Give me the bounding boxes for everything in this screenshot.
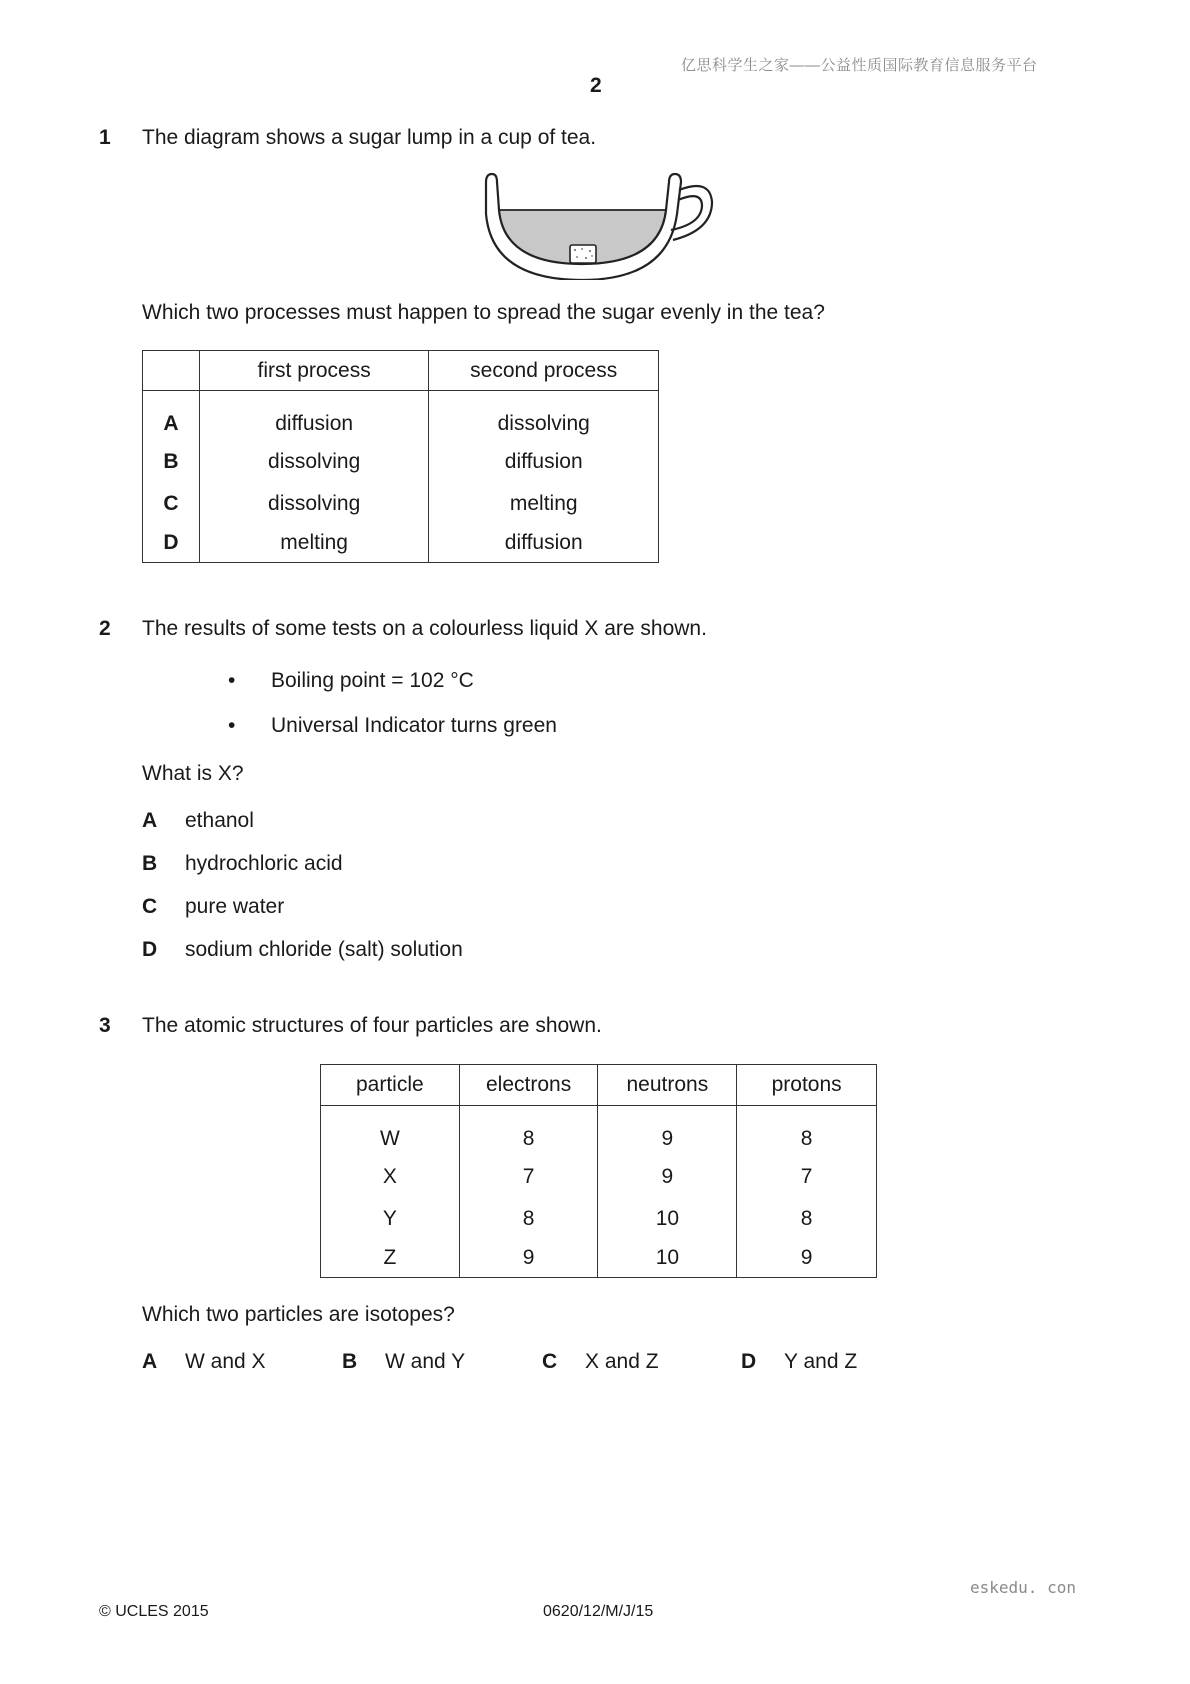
q3-header-particle: particle [321, 1065, 460, 1106]
question-2-text: The results of some tests on a colourless liquid X are shown. [142, 617, 707, 640]
q3-option-text: W and X [185, 1350, 266, 1373]
q3-cell-particle: X [321, 1156, 460, 1198]
q3-cell-neutrons: 9 [598, 1156, 737, 1198]
q2-option-letter: C [142, 895, 158, 918]
q1-row-letter: C [143, 483, 200, 525]
q1-row-first: dissolving [199, 441, 429, 483]
q2-option-letter: D [142, 938, 158, 961]
q3-cell-neutrons: 10 [598, 1198, 737, 1240]
question-1-table [142, 350, 659, 563]
question-2-prompt: What is X? [142, 762, 244, 785]
q3-header-protons: protons [737, 1065, 877, 1106]
header-watermark: 亿思科学生之家——公益性质国际教育信息服务平台 [681, 57, 1038, 74]
q3-cell-neutrons: 10 [598, 1240, 737, 1278]
q1-row-letter: D [143, 525, 200, 563]
q3-option-text: X and Z [585, 1350, 659, 1373]
q1-row-second: diffusion [429, 525, 659, 563]
q3-cell-electrons: 8 [459, 1198, 598, 1240]
q2-option-text: hydrochloric acid [185, 852, 343, 875]
q1-row-second: diffusion [429, 441, 659, 483]
q3-option-letter: D [741, 1350, 757, 1373]
footer-watermark: eskedu. con [970, 1578, 1076, 1597]
q3-option-text: Y and Z [784, 1350, 858, 1373]
question-1-text: The diagram shows a sugar lump in a cup of tea. [142, 126, 597, 149]
q1-row-letter: B [143, 441, 200, 483]
q1-row-first: diffusion [199, 391, 429, 441]
bullet-marker: • [228, 669, 236, 692]
question-1-number: 1 [99, 126, 111, 149]
sugar-lump [570, 245, 596, 263]
q3-cell-protons: 9 [737, 1240, 877, 1278]
q1-header-second-process: second process [429, 351, 659, 391]
q3-option-letter: C [542, 1350, 558, 1373]
q2-option-letter: A [142, 809, 158, 832]
q3-option-letter: A [142, 1350, 158, 1373]
q2-option-text: sodium chloride (salt) solution [185, 938, 463, 961]
q3-cell-electrons: 7 [459, 1156, 598, 1198]
q3-cell-protons: 8 [737, 1106, 877, 1156]
q3-cell-particle: Y [321, 1198, 460, 1240]
question-3-number: 3 [99, 1014, 111, 1037]
question-1-prompt: Which two processes must happen to spread the sugar evenly in the tea? [142, 301, 825, 324]
q3-cell-protons: 8 [737, 1198, 877, 1240]
footer-paper-code: 0620/12/M/J/15 [543, 1603, 654, 1620]
q3-cell-neutrons: 9 [598, 1106, 737, 1156]
q1-row-second: melting [429, 483, 659, 525]
q1-row-first: dissolving [199, 483, 429, 525]
q3-option-letter: B [342, 1350, 358, 1373]
bullet-boiling-point: Boiling point = 102 °C [271, 669, 474, 692]
bullet-marker: • [228, 714, 236, 737]
q1-row-first: melting [199, 525, 429, 563]
q2-option-letter: B [142, 852, 158, 875]
q2-option-text: pure water [185, 895, 285, 918]
question-3-table [320, 1064, 877, 1278]
bullet-universal-indicator: Universal Indicator turns green [271, 714, 557, 737]
q3-header-electrons: electrons [459, 1065, 598, 1106]
question-3-prompt: Which two particles are isotopes? [142, 1303, 455, 1326]
q3-cell-electrons: 8 [459, 1106, 598, 1156]
q3-cell-electrons: 9 [459, 1240, 598, 1278]
q3-cell-protons: 7 [737, 1156, 877, 1198]
q1-header-blank [143, 351, 200, 391]
q1-row-letter: A [143, 391, 200, 441]
footer-copyright: © UCLES 2015 [99, 1603, 209, 1620]
question-3-text: The atomic structures of four particles are shown. [142, 1014, 602, 1037]
q2-option-text: ethanol [185, 809, 254, 832]
teacup-diagram [480, 172, 720, 280]
q3-cell-particle: W [321, 1106, 460, 1156]
q3-cell-particle: Z [321, 1240, 460, 1278]
question-2-number: 2 [99, 617, 111, 640]
q3-header-neutrons: neutrons [598, 1065, 737, 1106]
q1-header-first-process: first process [199, 351, 429, 391]
page-number: 2 [590, 74, 602, 97]
q3-option-text: W and Y [385, 1350, 466, 1373]
q1-row-second: dissolving [429, 391, 659, 441]
